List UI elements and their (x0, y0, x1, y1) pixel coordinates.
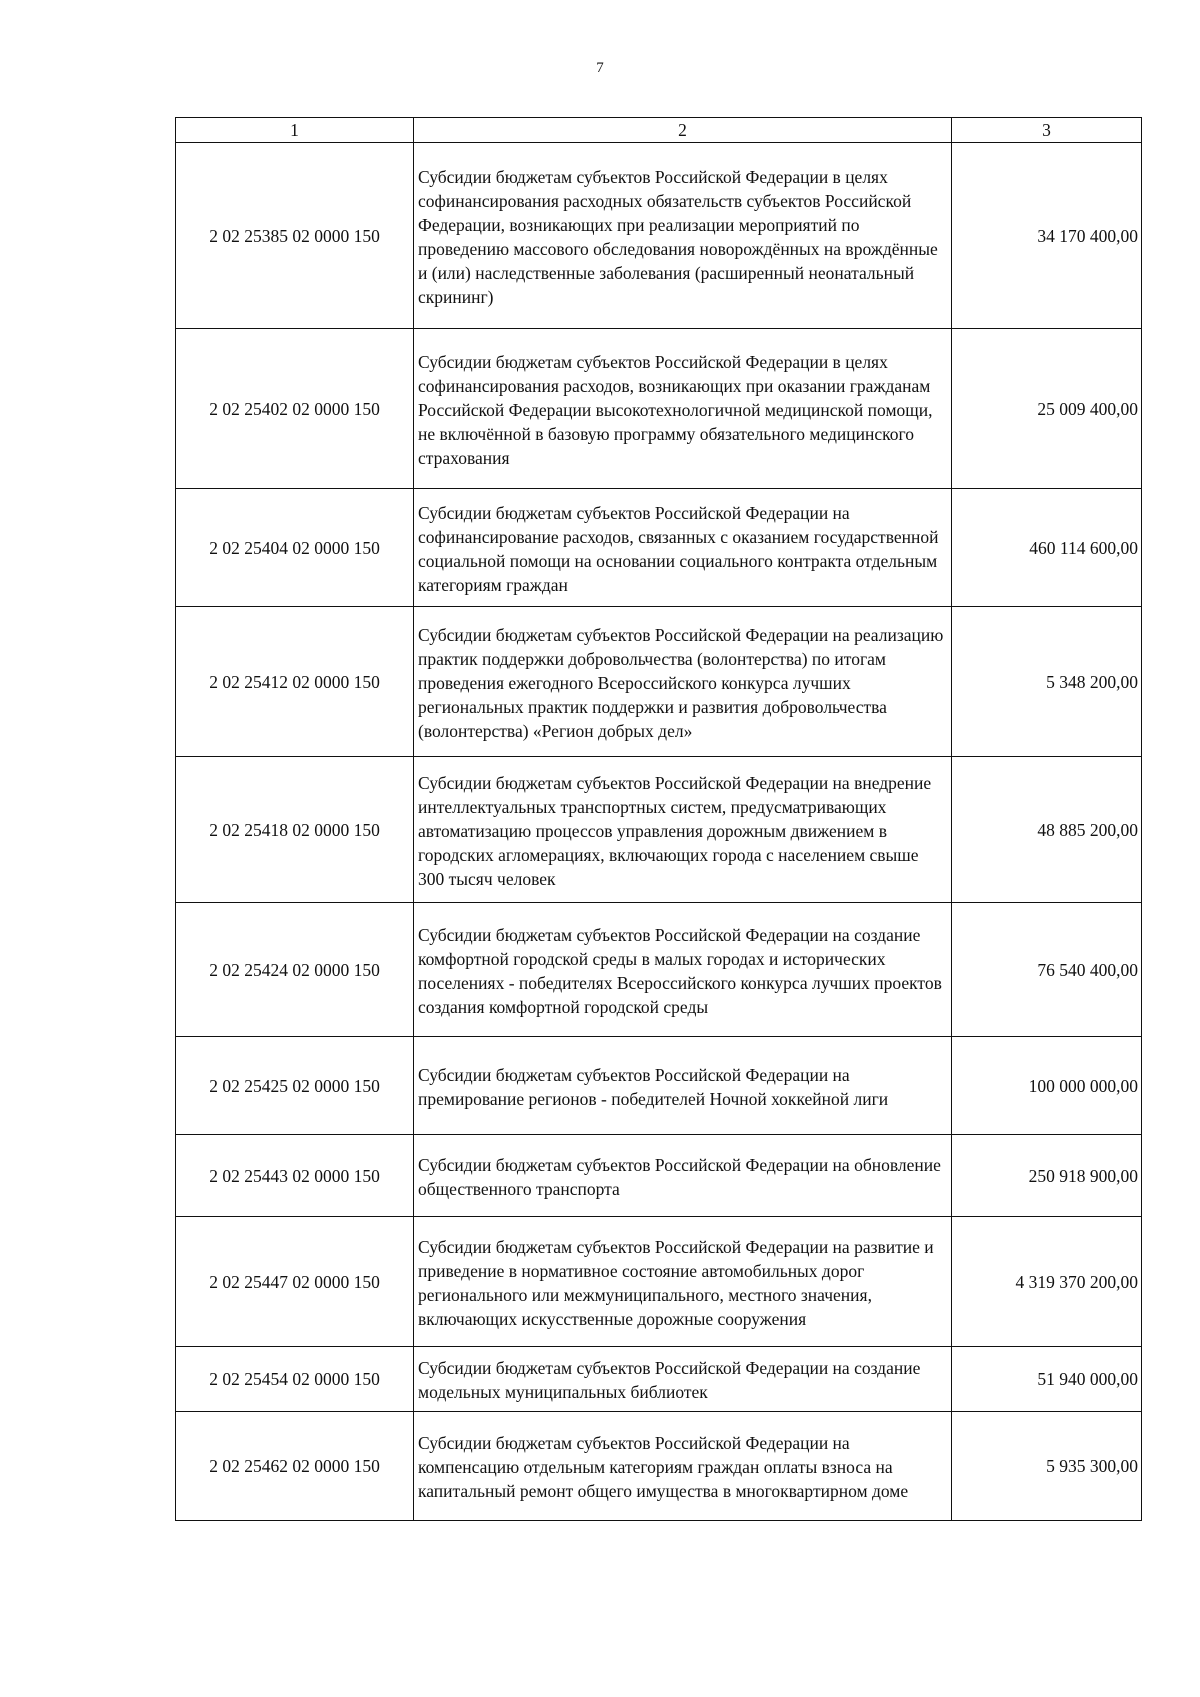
table-header-row (176, 118, 1142, 143)
row-code: 2 02 25402 02 0000 150 (176, 329, 414, 489)
row-amount: 250 918 900,00 (952, 1135, 1142, 1217)
row-amount: 34 170 400,00 (952, 143, 1142, 329)
row-description: Субсидии бюджетам субъектов Российской Федерации в целях софинансирования расходных обязательств субъектов Российской Федерации, возникающих при реализации мероприятий по проведению массового обследования новорождённых на врождённые и (или) наследственные заболевания (расширенный неонатальный скрининг) (414, 143, 952, 329)
row-description: Субсидии бюджетам субъектов Российской Федерации на реализацию практик поддержки добровольчества (волонтерства) по итогам проведения ежегодного Всероссийского конкурса лучших региональных практик поддержки и развития добровольчества (волонтерства) «Регион добрых дел» (414, 607, 952, 757)
row-code: 2 02 25454 02 0000 150 (176, 1347, 414, 1412)
row-code: 2 02 25447 02 0000 150 (176, 1217, 414, 1347)
row-code: 2 02 25424 02 0000 150 (176, 903, 414, 1037)
row-description: Субсидии бюджетам субъектов Российской Федерации на развитие и приведение в нормативное состояние автомобильных дорог регионального или межмуниципального, местного значения, включающих искусственные дорожные сооружения (414, 1217, 952, 1347)
row-code: 2 02 25425 02 0000 150 (176, 1037, 414, 1135)
row-code: 2 02 25404 02 0000 150 (176, 489, 414, 607)
row-description: Субсидии бюджетам субъектов Российской Федерации на премирование регионов - победителей Ночной хоккейной лиги (414, 1037, 952, 1135)
row-description: Субсидии бюджетам субъектов Российской Федерации на создание комфортной городской среды в малых городах и исторических поселениях - победителях Всероссийского конкурса лучших проектов создания комфортной городской среды (414, 903, 952, 1037)
table-row (176, 143, 1142, 329)
row-amount: 5 348 200,00 (952, 607, 1142, 757)
table-row (176, 757, 1142, 903)
row-amount: 5 935 300,00 (952, 1412, 1142, 1521)
column-header-description: 2 (414, 118, 952, 143)
row-description: Субсидии бюджетам субъектов Российской Федерации в целях софинансирования расходов, возникающих при оказании гражданам Российской Федерации высокотехнологичной медицинской помощи, не включённой в базовую программу обязательного медицинского страхования (414, 329, 952, 489)
row-description: Субсидии бюджетам субъектов Российской Федерации на софинансирование расходов, связанных с оказанием государственной социальной помощи на основании социального контракта отдельным категориям граждан (414, 489, 952, 607)
row-code: 2 02 25412 02 0000 150 (176, 607, 414, 757)
row-amount: 48 885 200,00 (952, 757, 1142, 903)
row-description: Субсидии бюджетам субъектов Российской Федерации на внедрение интеллектуальных транспортных систем, предусматривающих автоматизацию процессов управления дорожным движением в городских агломерациях, включающих города с населением свыше 300 тысяч человек (414, 757, 952, 903)
row-amount: 51 940 000,00 (952, 1347, 1142, 1412)
row-code: 2 02 25418 02 0000 150 (176, 757, 414, 903)
row-code: 2 02 25443 02 0000 150 (176, 1135, 414, 1217)
page-number: 7 (596, 60, 604, 76)
table-row (176, 1037, 1142, 1135)
table-row (176, 1347, 1142, 1412)
row-description: Субсидии бюджетам субъектов Российской Федерации на компенсацию отдельным категориям граждан оплаты взноса на капитальный ремонт общего имущества в многоквартирном доме (414, 1412, 952, 1521)
row-description: Субсидии бюджетам субъектов Российской Федерации на создание модельных муниципальных библиотек (414, 1347, 952, 1412)
table-row (176, 1217, 1142, 1347)
table-row (176, 329, 1142, 489)
budget-table (175, 117, 1142, 1521)
row-code: 2 02 25462 02 0000 150 (176, 1412, 414, 1521)
table-row (176, 607, 1142, 757)
row-amount: 4 319 370 200,00 (952, 1217, 1142, 1347)
row-amount: 25 009 400,00 (952, 329, 1142, 489)
table-row (176, 489, 1142, 607)
table-row (176, 903, 1142, 1037)
row-description: Субсидии бюджетам субъектов Российской Федерации на обновление общественного транспорта (414, 1135, 952, 1217)
column-header-code: 1 (176, 118, 414, 143)
column-header-amount: 3 (952, 118, 1142, 143)
table-row (176, 1135, 1142, 1217)
row-amount: 100 000 000,00 (952, 1037, 1142, 1135)
row-amount: 76 540 400,00 (952, 903, 1142, 1037)
table-row (176, 1412, 1142, 1521)
row-code: 2 02 25385 02 0000 150 (176, 143, 414, 329)
row-amount: 460 114 600,00 (952, 489, 1142, 607)
